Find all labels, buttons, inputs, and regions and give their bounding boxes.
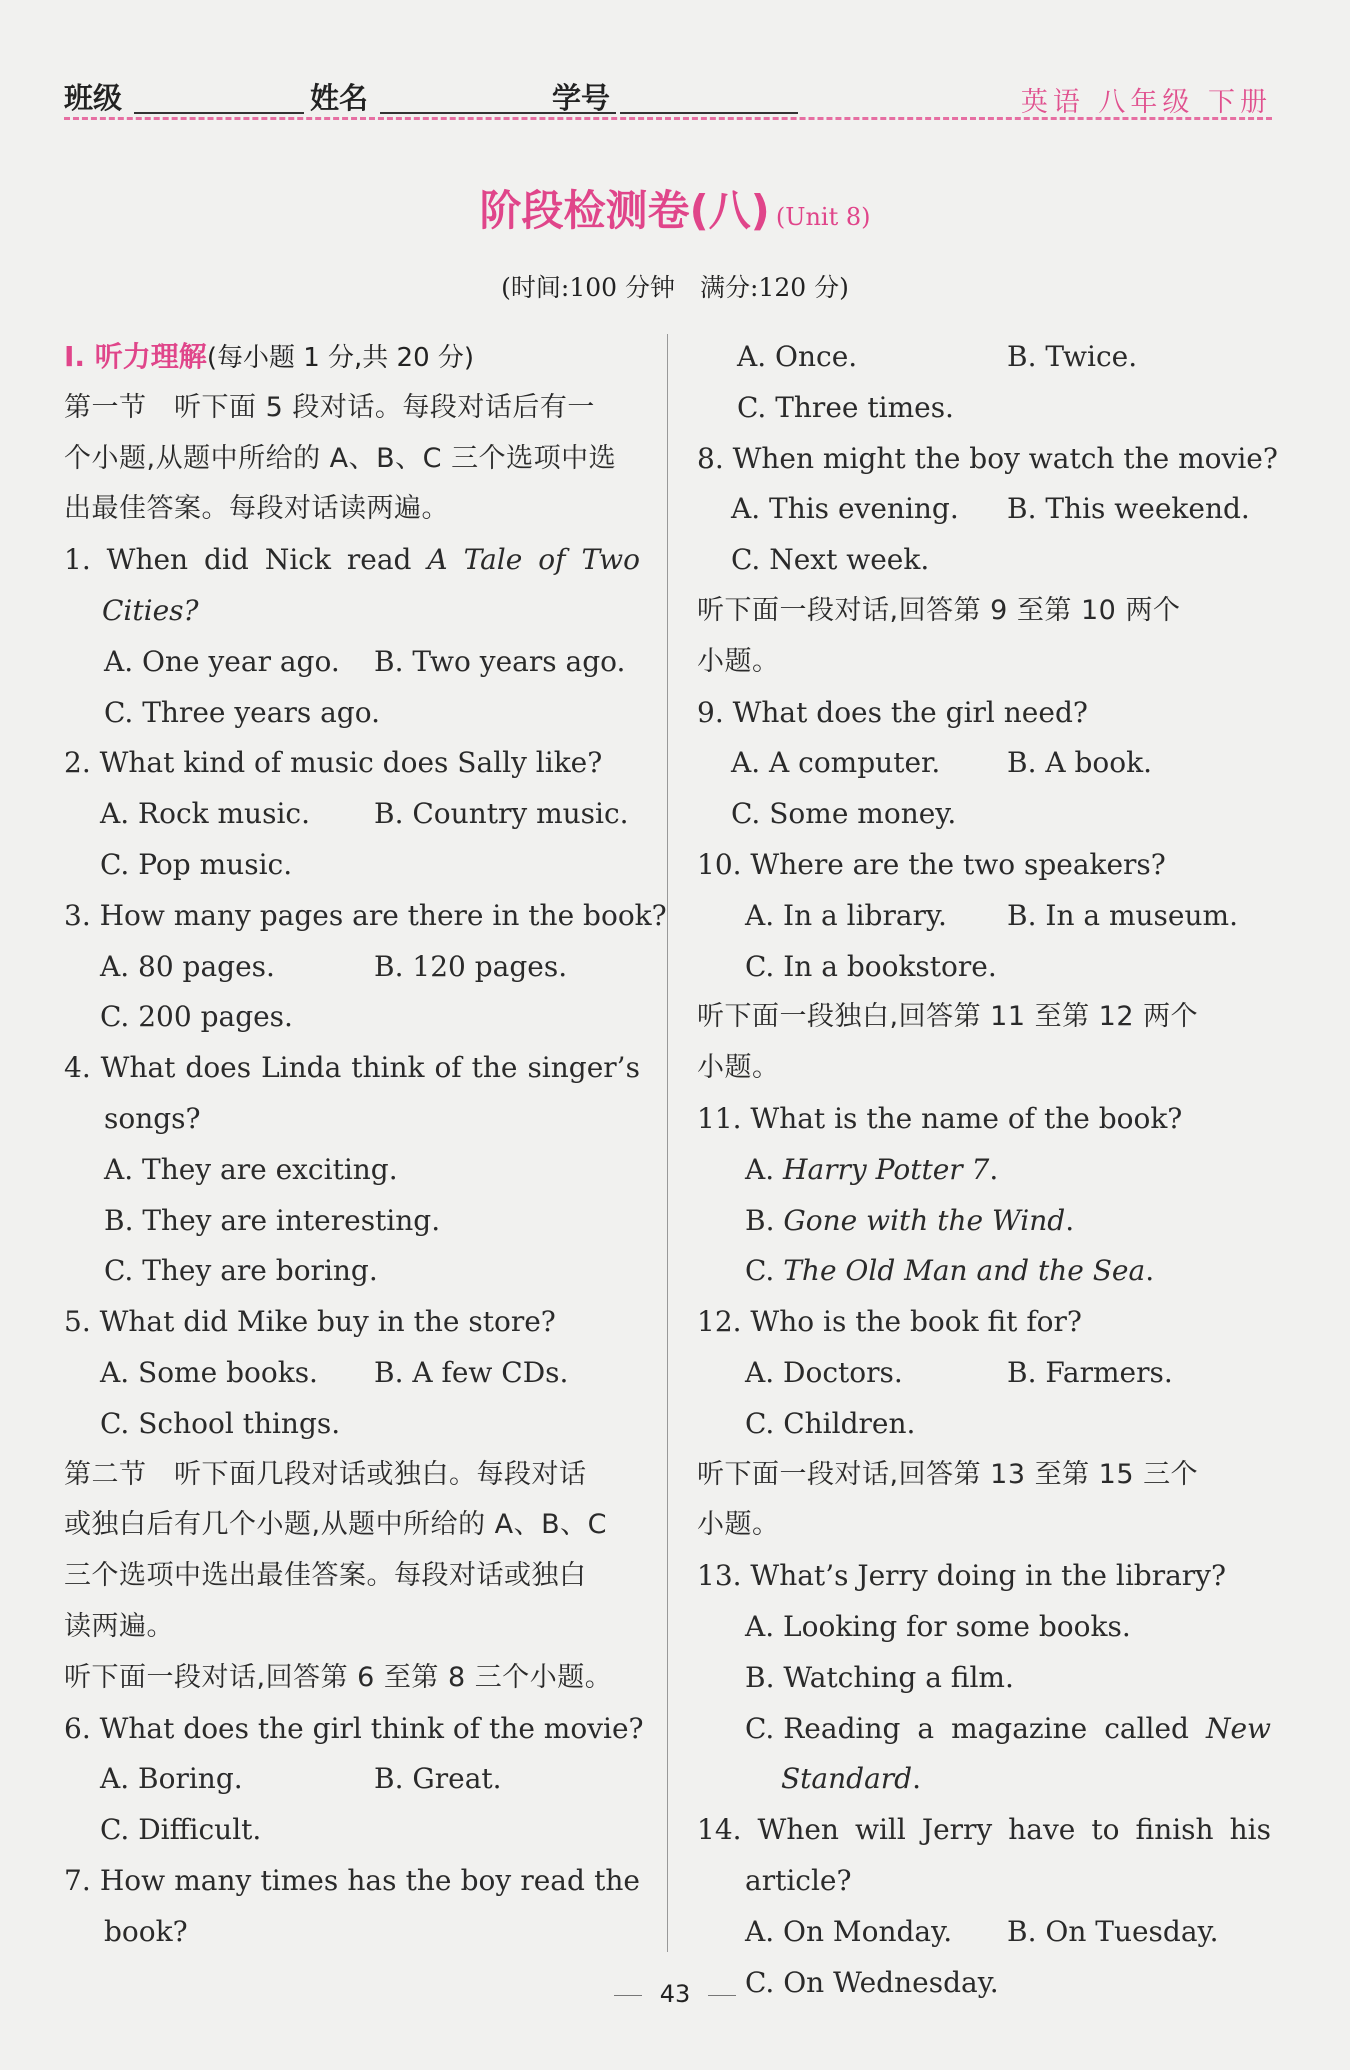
q1-word: Nick xyxy=(264,543,331,577)
q14-options-ab xyxy=(697,1907,1271,1958)
question-2: 2. What kind of music does Sally like? xyxy=(64,746,603,780)
q10-options-c xyxy=(697,942,1271,993)
q11-b-prefix: B. xyxy=(745,1203,775,1237)
footer-dash-left xyxy=(614,1995,642,1996)
footer-dash-right xyxy=(708,1995,736,1996)
q3-options-ab xyxy=(64,942,640,993)
name-label: 姓名 xyxy=(310,81,369,115)
q10-option-a[interactable]: A. In a library. xyxy=(745,898,947,932)
q1-word: A xyxy=(427,543,448,577)
part2-instruction-4: 读两遍。 xyxy=(64,1610,174,1642)
q5-options-c xyxy=(64,1399,640,1450)
q7-word: boy xyxy=(460,1863,512,1897)
question-7 xyxy=(64,1856,640,1907)
q1-word: Two xyxy=(581,543,640,577)
question-3: 3. How many pages are there in the book? xyxy=(64,898,667,932)
q1-word: Tale xyxy=(463,543,523,577)
q11-option-a[interactable]: A. Harry Potter 7. xyxy=(745,1152,999,1186)
q7-word: has xyxy=(347,1863,397,1897)
q10-options-ab xyxy=(697,891,1271,942)
q12-options-ab xyxy=(697,1348,1271,1399)
q1-option-a[interactable]: A. One year ago. xyxy=(104,644,340,678)
q8-option-b[interactable]: B. This weekend. xyxy=(1007,492,1250,526)
q14-word: When xyxy=(757,1813,839,1847)
q7-word: the xyxy=(405,1863,452,1897)
q7-word: times xyxy=(260,1863,339,1897)
part1-instruction-1: 第一节 听下面 5 段对话。每段对话后有一 xyxy=(64,391,595,423)
q7-word: 7. xyxy=(64,1863,91,1897)
question-11: 11. What is the name of the book? xyxy=(697,1101,1183,1135)
q7-word: many xyxy=(174,1863,252,1897)
question-1 xyxy=(64,535,640,586)
question-5: 5. What did Mike buy in the store? xyxy=(64,1305,556,1339)
q3-option-a[interactable]: A. 80 pages. xyxy=(100,949,275,983)
q8-option-a[interactable]: A. This evening. xyxy=(731,492,959,526)
student-info-header xyxy=(64,72,1272,122)
q12-option-b[interactable]: B. Farmers. xyxy=(1007,1355,1173,1389)
q14-word: Jerry xyxy=(921,1813,993,1847)
question-10: 10. Where are the two speakers? xyxy=(697,847,1166,881)
part2-instruction-1: 第二节 听下面几段对话或独白。每段对话 xyxy=(64,1458,587,1490)
q1-cont: Cities? xyxy=(102,593,199,627)
q1-option-b[interactable]: B. Two years ago. xyxy=(374,644,626,678)
intro-9-10-line1: 听下面一段对话,回答第 9 至第 10 两个 xyxy=(697,594,1181,626)
q2-options-c xyxy=(64,840,640,891)
q7-word: How xyxy=(99,1863,166,1897)
q11-c-title: The Old Man and the Sea xyxy=(783,1254,1146,1288)
q9-options-c xyxy=(697,789,1271,840)
q10-option-b[interactable]: B. In a museum. xyxy=(1007,898,1238,932)
q11-c-prefix: C. xyxy=(745,1254,775,1288)
question-13: 13. What’s Jerry doing in the library? xyxy=(697,1559,1227,1593)
q13-option-a[interactable]: A. Looking for some books. xyxy=(745,1609,1131,1643)
q14-option-b[interactable]: B. On Tuesday. xyxy=(1007,1914,1219,1948)
number-label: 学号 xyxy=(552,81,611,115)
q14-word: finish xyxy=(1135,1813,1214,1847)
left-column xyxy=(64,332,667,1958)
section-title: Ⅰ. 听力理解 xyxy=(64,340,207,373)
question-4-cont: songs? xyxy=(104,1101,201,1135)
q14-option-c[interactable]: C. On Wednesday. xyxy=(745,1965,999,1999)
part1-instruction-3: 出最佳答案。每段对话读两遍。 xyxy=(64,493,449,525)
part1-instruction-2: 个小题,从题中所给的 A、B、C 三个选项中选 xyxy=(64,442,617,474)
q14-word: have xyxy=(1008,1813,1076,1847)
q14-option-a[interactable]: A. On Monday. xyxy=(745,1914,953,1948)
q14-word: his xyxy=(1229,1813,1271,1847)
q4-word: of xyxy=(434,1051,462,1085)
q4-word: think xyxy=(351,1051,425,1085)
q7-options-c xyxy=(697,383,1271,434)
q2-options-ab xyxy=(64,789,640,840)
q3-options-c xyxy=(64,992,640,1043)
q1-option-c[interactable]: C. Three years ago. xyxy=(104,695,380,729)
q6-options-c xyxy=(64,1805,640,1856)
q10-option-c[interactable]: C. In a bookstore. xyxy=(745,949,997,983)
q9-options-ab xyxy=(697,738,1271,789)
section-heading xyxy=(64,332,640,383)
q5-options-ab xyxy=(64,1348,640,1399)
question-14 xyxy=(697,1805,1271,1856)
q5-option-b[interactable]: B. A few CDs. xyxy=(374,1355,569,1389)
q12-option-a[interactable]: A. Doctors. xyxy=(745,1355,903,1389)
q13-c-cont: Standard xyxy=(781,1762,913,1796)
q11-option-b[interactable]: B. Gone with the Wind. xyxy=(745,1203,1075,1237)
q4-word: singer’s xyxy=(527,1051,640,1085)
q2-option-b[interactable]: B. Country music. xyxy=(374,797,629,831)
q12-options-c xyxy=(697,1399,1271,1450)
intro-11-12-line1: 听下面一段独白,回答第 11 至第 12 两个 xyxy=(697,1001,1199,1033)
section-score-note: (每小题 1 分,共 20 分) xyxy=(206,343,475,373)
q8-options-ab xyxy=(697,484,1271,535)
q13-c-word: magazine xyxy=(951,1711,1088,1745)
q11-a-prefix: A. xyxy=(745,1152,775,1186)
q7-word: the xyxy=(594,1863,640,1897)
intro-13-15-line1: 听下面一段对话,回答第 13 至第 15 三个 xyxy=(697,1458,1199,1490)
q7-option-c[interactable]: C. Three times. xyxy=(737,390,954,424)
q2-option-c[interactable]: C. Pop music. xyxy=(100,847,293,881)
class-label: 班级 xyxy=(64,81,123,115)
q4-word: does xyxy=(185,1051,252,1085)
q4-word: Linda xyxy=(261,1051,342,1085)
title-main: 阶段检测卷(八) xyxy=(479,186,770,235)
intro-11-12-line2: 小题。 xyxy=(697,1052,780,1084)
title-unit: (Unit 8) xyxy=(775,203,871,231)
q13-option-c-cont: Standard. xyxy=(781,1762,921,1796)
q4-option-b[interactable]: B. They are interesting. xyxy=(104,1203,441,1237)
question-14-cont: article? xyxy=(745,1863,852,1897)
q7-options-ab xyxy=(697,332,1271,383)
q11-b-title: Gone with the Wind xyxy=(783,1203,1066,1237)
q8-options-c xyxy=(697,535,1271,586)
q6-option-c[interactable]: C. Difficult. xyxy=(100,1813,262,1847)
q14-word: to xyxy=(1091,1813,1120,1847)
intro-13-15-line2: 小题。 xyxy=(697,1509,780,1541)
q13-c-word: New xyxy=(1205,1711,1271,1745)
q1-options-ab xyxy=(64,637,640,688)
q11-a-title: Harry Potter 7 xyxy=(783,1152,990,1186)
q7-option-a[interactable]: A. Once. xyxy=(737,340,858,373)
q4-option-c[interactable]: C. They are boring. xyxy=(104,1254,378,1288)
page-footer xyxy=(0,1980,1350,2008)
class-blank[interactable] xyxy=(134,112,304,114)
question-1-cont xyxy=(64,586,640,637)
page-title xyxy=(0,178,1350,238)
q8-option-c[interactable]: C. Next week. xyxy=(731,543,930,577)
question-12: 12. Who is the book fit for? xyxy=(697,1305,1082,1339)
q9-option-c[interactable]: C. Some money. xyxy=(731,797,957,831)
column-divider xyxy=(667,334,668,1952)
q14-word: will xyxy=(854,1813,906,1847)
q4-option-a[interactable]: A. They are exciting. xyxy=(104,1152,398,1186)
q12-option-c[interactable]: C. Children. xyxy=(745,1406,916,1440)
q6-option-a[interactable]: A. Boring. xyxy=(100,1762,243,1796)
q5-option-a[interactable]: A. Some books. xyxy=(100,1355,318,1389)
q14-word: 14. xyxy=(697,1813,742,1847)
exam-meta: (时间:100 分钟 满分:120 分) xyxy=(501,273,849,302)
q4-word: What xyxy=(100,1051,176,1085)
question-7-cont: book? xyxy=(104,1914,188,1948)
q1-word: When xyxy=(106,543,189,577)
question-9: 9. What does the girl need? xyxy=(697,695,1088,729)
q11-option-c[interactable]: C. The Old Man and the Sea. xyxy=(745,1254,1155,1288)
q13-c-word: a xyxy=(917,1711,935,1745)
intro-9-10-line2: 小题。 xyxy=(697,645,780,677)
q6-option-b[interactable]: B. Great. xyxy=(374,1762,502,1796)
q13-c-word: C. Reading xyxy=(745,1711,901,1745)
q9-option-b[interactable]: B. A book. xyxy=(1007,746,1153,780)
q1-number: 1. xyxy=(64,543,91,577)
q4-word: 4. xyxy=(64,1051,91,1085)
number-blank[interactable] xyxy=(620,112,798,114)
q13-c-word: called xyxy=(1104,1711,1189,1745)
q7-word: read xyxy=(520,1863,585,1897)
intro-6-8: 听下面一段对话,回答第 6 至第 8 三个小题。 xyxy=(64,1661,613,1693)
q13-option-c[interactable] xyxy=(697,1704,1271,1755)
q4-word: the xyxy=(471,1051,518,1085)
q3-option-b[interactable]: B. 120 pages. xyxy=(374,949,568,983)
q1-word: of xyxy=(538,543,566,577)
part2-instruction-3: 三个选项中选出最佳答案。每段对话或独白 xyxy=(64,1560,587,1592)
question-4 xyxy=(64,1043,640,1094)
question-8: 8. When might the boy watch the movie? xyxy=(697,441,1278,475)
q7-option-b[interactable]: B. Twice. xyxy=(1007,340,1138,373)
subject-label: 英语 八年级 下册 xyxy=(1020,87,1272,118)
page-number: 43 xyxy=(659,1980,691,2008)
question-6: 6. What does the girl think of the movie? xyxy=(64,1711,644,1745)
q9-option-a[interactable]: A. A computer. xyxy=(731,746,941,780)
q1-word: did xyxy=(204,543,249,577)
q2-option-a[interactable]: A. Rock music. xyxy=(100,797,310,831)
q3-option-c[interactable]: C. 200 pages. xyxy=(100,1000,293,1034)
part2-instruction-2: 或独白后有几个小题,从题中所给的 A、B、C xyxy=(64,1509,608,1541)
header-divider xyxy=(64,117,1272,120)
q1-word: read xyxy=(346,543,412,577)
q6-options-ab xyxy=(64,1754,640,1805)
q5-option-c[interactable]: C. School things. xyxy=(100,1406,341,1440)
q13-option-b[interactable]: B. Watching a film. xyxy=(745,1660,1014,1694)
q1-options-c xyxy=(64,688,640,739)
right-column xyxy=(697,332,1278,2008)
